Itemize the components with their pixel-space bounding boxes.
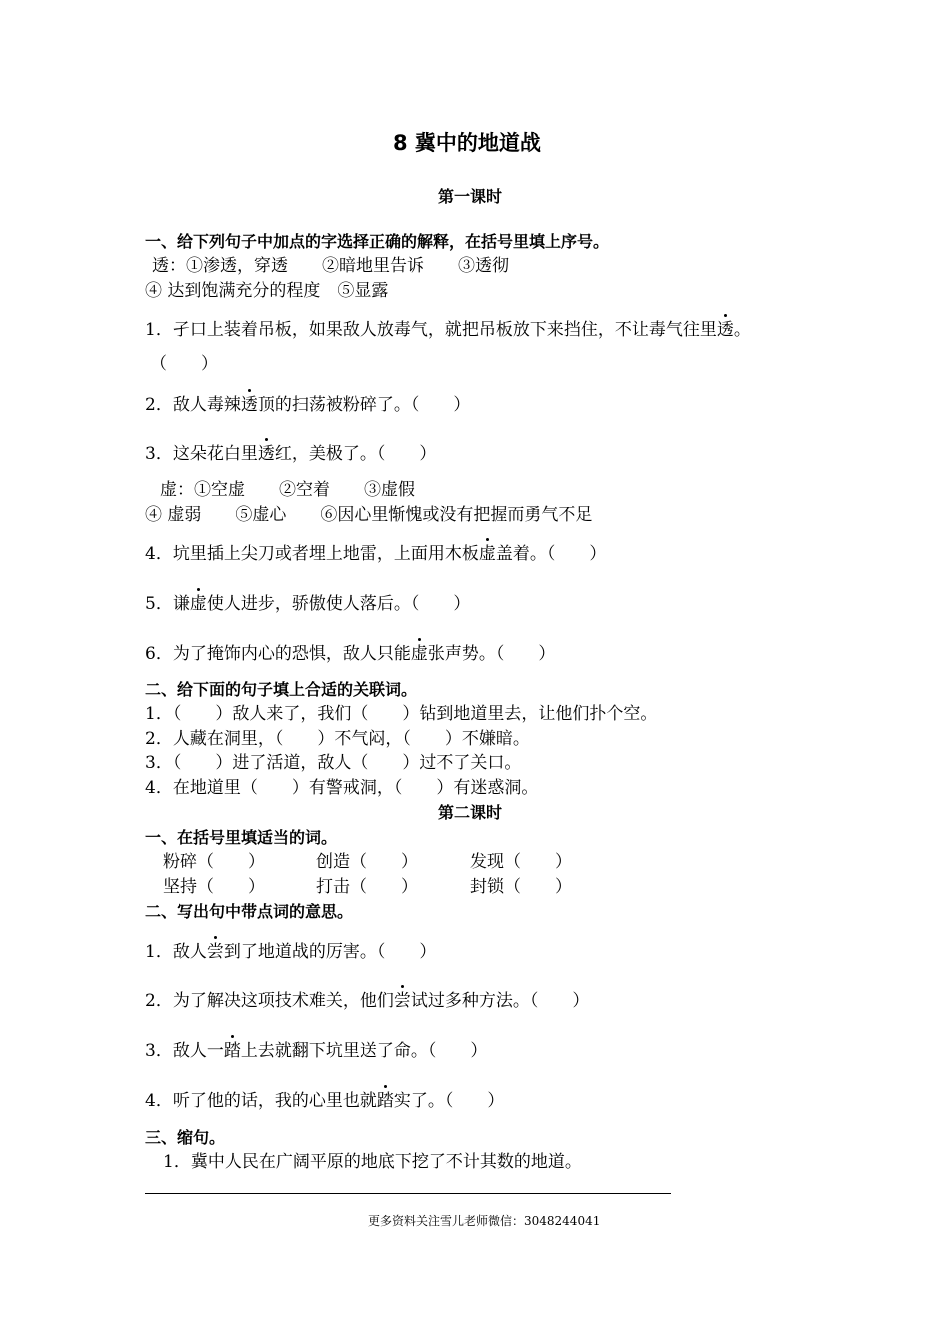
l2-q2-sentence-1 bbox=[145, 940, 436, 964]
l2-q1-word-1: 粉碎（ ） bbox=[163, 852, 265, 872]
sentence-text: 张声势。（ ） bbox=[427, 644, 556, 664]
l2-q1-word-4: 坚持（ ） bbox=[163, 877, 265, 897]
sentence-text: 顶的扫荡被粉碎了。（ ） bbox=[257, 395, 471, 415]
l1-q2-item-4: 4．在地道里（ ）有警戒洞，（ ）有迷惑洞。 bbox=[145, 778, 539, 798]
l1-q1-heading: 一、给下列句子中加点的字选择正确的解释，在括号里填上序号。 bbox=[145, 232, 610, 251]
l2-q1-word-5: 打击（ ） bbox=[316, 877, 418, 897]
dotted-char: 透 bbox=[257, 444, 275, 464]
sentence-text: 3．这朵花白里 bbox=[145, 444, 258, 464]
l2-q1-word-6: 封锁（ ） bbox=[470, 877, 572, 897]
l1-q2-heading: 二、给下面的句子填上合适的关联词。 bbox=[145, 680, 418, 699]
sentence-text: 实了。（ ） bbox=[393, 1091, 505, 1111]
l2-q2-sentence-2 bbox=[145, 989, 589, 1013]
lesson1-heading: 第一课时 bbox=[438, 187, 503, 206]
sentence-text: 4．坑里插上尖刀或者埋上地雷，上面用木板 bbox=[145, 544, 479, 564]
sentence-text: 4．听了他的话，我的心里也就 bbox=[145, 1091, 377, 1111]
l1-q1-sentence-2 bbox=[145, 393, 470, 417]
l1-q2-item-1: 1．（ ）敌人来了，我们（ ）钻到地道里去，让他们扑个空。 bbox=[145, 704, 658, 724]
dotted-char: 踏 bbox=[376, 1091, 394, 1111]
dotted-char: 尝 bbox=[393, 991, 411, 1011]
l1-q1-sentence-1 bbox=[145, 318, 751, 342]
sentence-text: 2．敌人毒辣 bbox=[145, 395, 241, 415]
lesson2-heading: 第二课时 bbox=[438, 803, 503, 822]
l2-q1-word-2: 创造（ ） bbox=[316, 852, 418, 872]
answer-blank: （ ） bbox=[150, 354, 218, 374]
l1-q1-sentence-5 bbox=[145, 592, 470, 616]
sentence-text: 试过多种方法。（ ） bbox=[410, 991, 590, 1011]
l2-q3-sentence-1: 1．冀中人民在广阔平原的地底下挖了不计其数的地道。 bbox=[163, 1152, 582, 1172]
tou-definitions-line2: ④ 达到饱满充分的程度 ⑤显露 bbox=[145, 281, 389, 301]
l1-q1-sentence-6 bbox=[145, 642, 555, 666]
dotted-char: 虚 bbox=[478, 544, 496, 564]
xu-definitions-line2: ④ 虚弱 ⑤虚心 ⑥因心里惭愧或没有把握而勇气不足 bbox=[145, 505, 593, 525]
l1-q2-item-3: 3．（ ）进了活道，敌人（ ）过不了关口。 bbox=[145, 753, 522, 773]
sentence-text: 6．为了掩饰内心的恐惧，敌人只能 bbox=[145, 644, 411, 664]
dotted-char: 虚 bbox=[410, 644, 428, 664]
sentence-text: 5．谦 bbox=[145, 594, 190, 614]
dotted-char: 透 bbox=[240, 395, 258, 415]
dotted-char: 踏 bbox=[223, 1041, 241, 1061]
sentence-text: 上去就翻下坑里送了命。（ ） bbox=[240, 1041, 488, 1061]
dotted-char: 虚 bbox=[189, 594, 207, 614]
sentence-text: 盖着。（ ） bbox=[495, 544, 607, 564]
sentence-text: 2．为了解决这项技术难关，他们 bbox=[145, 991, 394, 1011]
l2-q1-word-3: 发现（ ） bbox=[470, 852, 572, 872]
l2-q2-heading: 二、写出句中带点词的意思。 bbox=[145, 902, 354, 921]
xu-definitions-line1: 虚：①空虚 ②空着 ③虚假 bbox=[160, 480, 415, 500]
l2-q2-sentence-3 bbox=[145, 1039, 487, 1063]
l2-q1-heading: 一、在括号里填适当的词。 bbox=[145, 828, 338, 847]
sentence-text: 3．敌人一 bbox=[145, 1041, 224, 1061]
sentence-text: 。 bbox=[733, 320, 751, 340]
l2-q2-sentence-4 bbox=[145, 1089, 504, 1113]
sentence-text: 1．敌人 bbox=[145, 942, 207, 962]
sentence-text: 1．孑口上装着吊板，如果敌人放毒气，就把吊板放下来挡住，不让毒气往里 bbox=[145, 320, 717, 340]
sentence-text: 使人进步，骄傲使人落后。（ ） bbox=[206, 594, 471, 614]
l1-q1-sentence-4 bbox=[145, 542, 606, 566]
page-title: 8 冀中的地道战 bbox=[393, 131, 541, 155]
footer-note: 更多资料关注雪儿老师微信：3048244041 bbox=[368, 1214, 601, 1228]
l1-q2-item-2: 2．人藏在洞里，（ ）不气闷，（ ）不嫌暗。 bbox=[145, 729, 530, 749]
l1-q1-sentence-3 bbox=[145, 442, 436, 466]
sentence-text: 红，美极了。（ ） bbox=[274, 444, 437, 464]
tou-definitions-line1: 透：①渗透，穿透 ②暗地里告诉 ③透彻 bbox=[152, 256, 509, 276]
sentence-text: 到了地道战的厉害。（ ） bbox=[223, 942, 437, 962]
dotted-char: 透 bbox=[716, 320, 734, 340]
dotted-char: 尝 bbox=[206, 942, 224, 962]
footer-divider bbox=[145, 1193, 671, 1194]
l2-q3-heading: 三、缩句。 bbox=[145, 1128, 226, 1147]
